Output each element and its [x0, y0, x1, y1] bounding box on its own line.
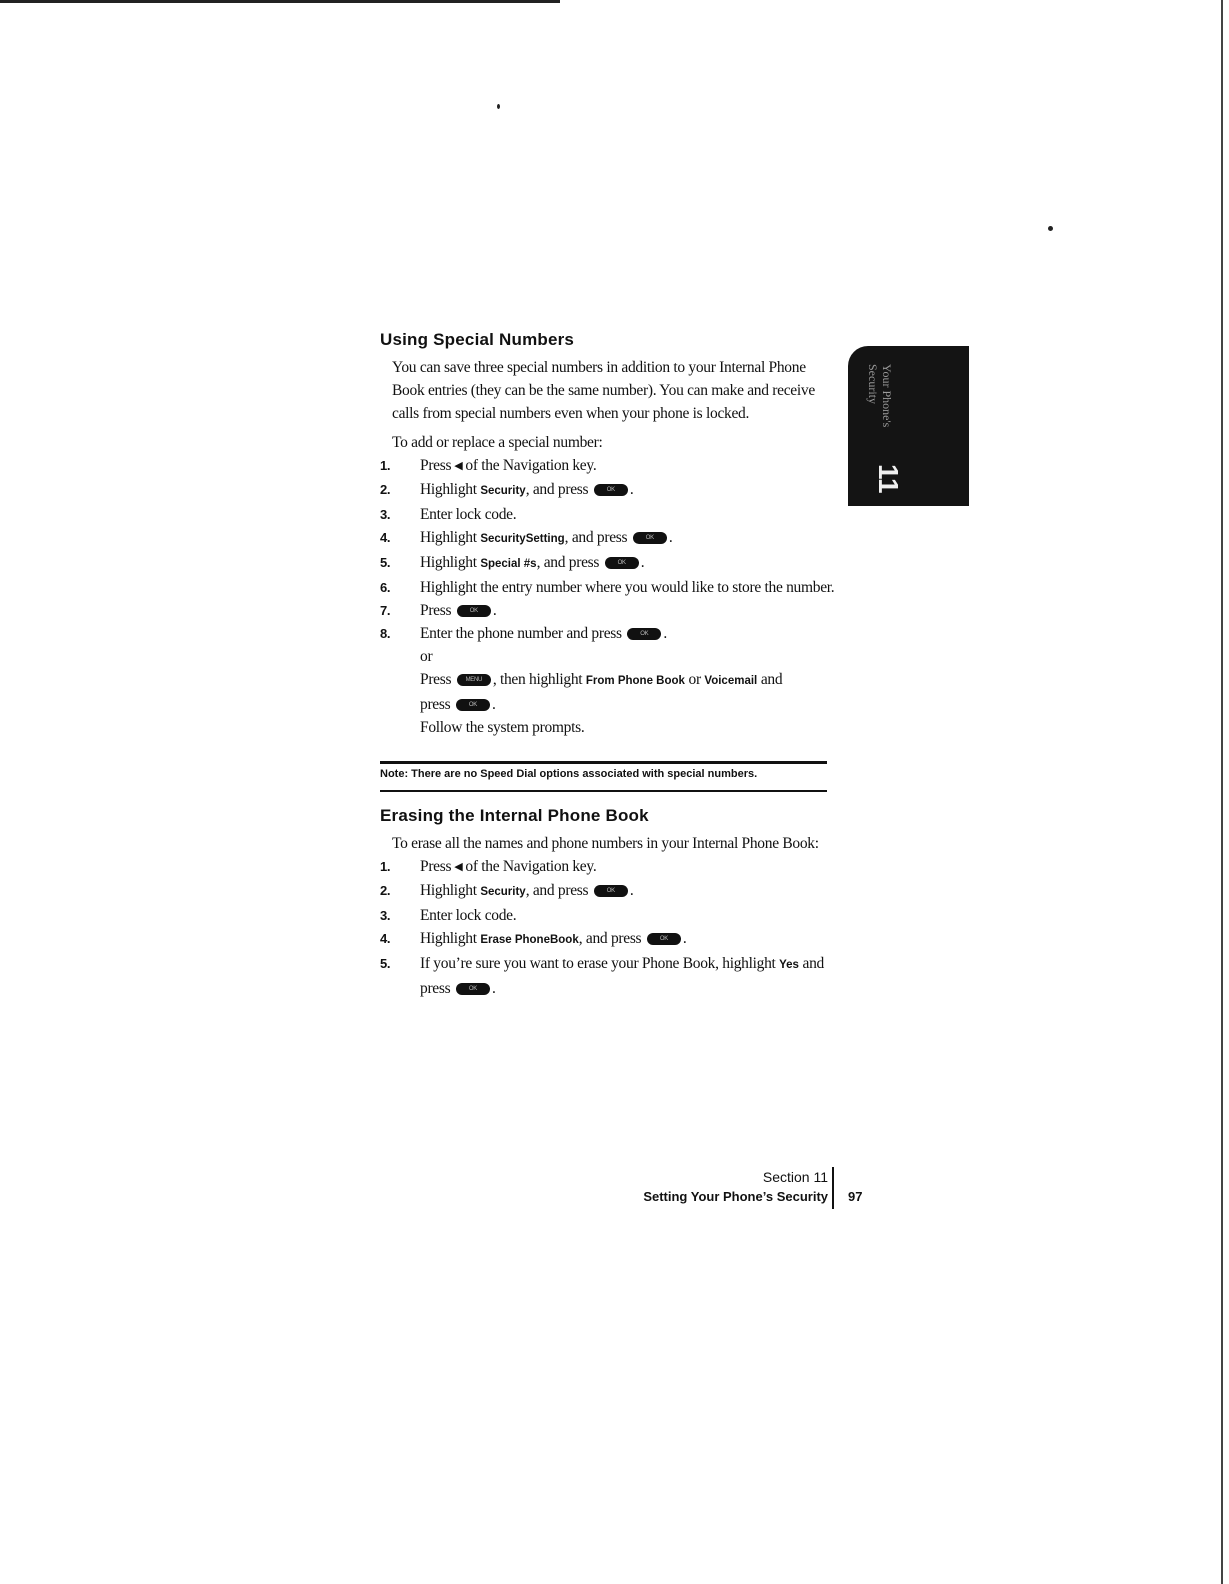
ok-key-icon: OK [457, 605, 491, 617]
list-item: 8. Enter the phone number and press OK . or Press MENU , then highlight From Phone Book or Voicemail and press OK . Follow the system prompts. [380, 624, 783, 736]
scan-edge-top [0, 0, 560, 3]
section-heading: Erasing the Internal Phone Book [380, 805, 649, 825]
list-item: 4. Highlight Erase PhoneBook, and press OK . [380, 929, 687, 947]
list-item: 1. Press ◀ of the Navigation key. [380, 857, 597, 875]
ok-key-icon: OK [627, 628, 661, 640]
steps-list [380, 855, 840, 1000]
list-item: 7. Press OK . [380, 601, 497, 619]
section-heading: Using Special Numbers [380, 330, 575, 349]
ok-key-icon: OK [633, 532, 667, 544]
footer-section: Section 11 [762, 1169, 828, 1185]
page-content [380, 330, 840, 1000]
footer-divider [832, 1167, 834, 1209]
ok-key-icon: OK [594, 484, 628, 496]
page-number: 97 [848, 1189, 863, 1204]
scan-speck [497, 104, 500, 109]
lead-text: To add or replace a special number: [392, 434, 603, 451]
ok-key-icon: OK [456, 983, 490, 995]
list-item: 5. Highlight Special #s, and press OK . [380, 553, 645, 571]
ok-key-icon: OK [594, 885, 628, 897]
ok-key-icon: OK [605, 557, 639, 569]
section-tab [848, 346, 969, 506]
page-footer [580, 1167, 870, 1211]
list-item: 3. Enter lock code. [380, 505, 517, 523]
list-item: 5. If you’re sure you want to erase your Phone Book, highlight Yes and press OK . [380, 954, 824, 997]
erase-section [380, 806, 840, 1000]
list-item: 2. Highlight Security, and press OK . [380, 480, 634, 498]
ok-key-icon: OK [456, 699, 490, 711]
lead-text: To erase all the names and phone numbers in your Internal Phone Book: [392, 834, 819, 852]
list-item: 4. Highlight SecuritySetting, and press OK . [380, 528, 673, 546]
scan-edge-right [1221, 0, 1223, 1584]
scan-speck [1048, 226, 1053, 231]
intro-paragraph: You can save three special numbers in addition to your Internal Phone Book entries (they can be the same number). You can make and receive calls from special numbers even when your phone is locked. [392, 359, 815, 422]
menu-key-icon: MENU [457, 674, 491, 686]
list-item: 6. Highlight the entry number where you would like to store the number. [380, 578, 835, 596]
note-box: Note: There are no Speed Dial options associated with special numbers. [380, 761, 827, 792]
section-tab-number: 11 [873, 464, 904, 494]
list-item: 3. Enter lock code. [380, 906, 517, 924]
left-arrow-icon: ◀ [454, 459, 463, 472]
list-item: 2. Highlight Security, and press OK . [380, 881, 634, 899]
steps-list [380, 454, 840, 739]
list-item: 1. Press ◀ of the Navigation key. [380, 457, 597, 474]
left-arrow-icon: ◀ [454, 860, 463, 873]
ok-key-icon: OK [647, 933, 681, 945]
footer-title: Setting Your Phone’s Security [643, 1189, 828, 1204]
section-tab-label: Your Phone's Security [866, 364, 894, 428]
